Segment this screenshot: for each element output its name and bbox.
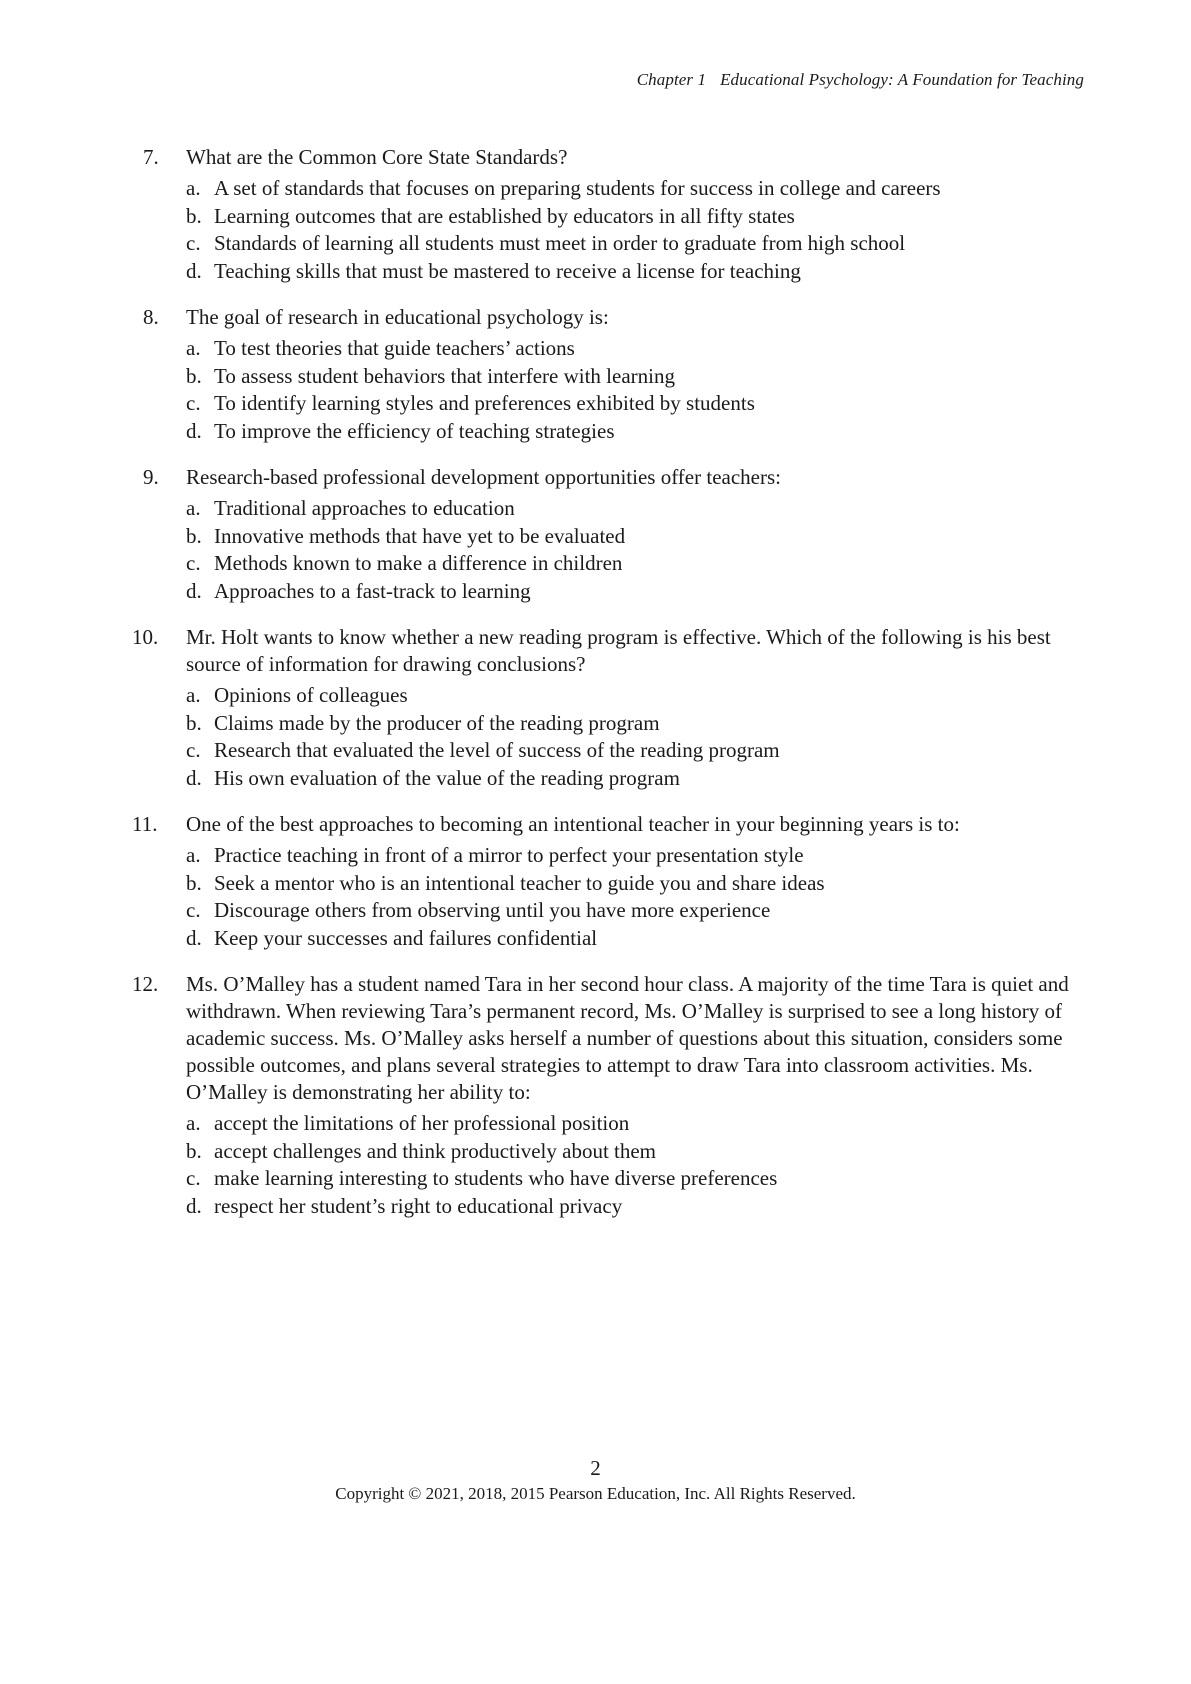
option-letter: a. [186,843,201,867]
question-text: The goal of research in educational psychology is: [186,305,609,329]
option-d [186,258,1089,286]
option-letter: c. [186,898,201,922]
option-a [186,175,1089,203]
option-letter: d. [186,925,202,950]
question-7 [143,144,1089,285]
question-list [132,144,1089,1220]
option-text: To identify learning styles and preferences exhibited by students [214,391,755,415]
question-11 [132,811,1089,952]
question-8 [143,304,1089,445]
option-letter: d. [186,1193,202,1218]
running-header [637,70,1084,90]
option-text: accept the limitations of her professional position [214,1111,630,1135]
option-text: Methods known to make a difference in children [214,551,623,575]
option-letter: d. [186,765,202,790]
option-letter: a. [186,496,201,520]
question-number: 8. [143,305,159,329]
option-text: His own evaluation of the value of the reading program [214,765,680,790]
option-text: Innovative methods that have yet to be evaluated [214,523,626,548]
option-a [186,682,1089,710]
header-title: Educational Psychology: A Foundation for Teaching [720,70,1084,89]
option-text: make learning interesting to students who have diverse preferences [214,1166,778,1190]
option-text: Learning outcomes that are established by educators in all fifty states [214,203,795,228]
option-text: Practice teaching in front of a mirror to perfect your presentation style [214,843,804,867]
option-text: respect her student’s right to educational privacy [214,1193,623,1218]
option-letter: b. [186,203,202,228]
question-text: What are the Common Core State Standards? [186,145,568,169]
question-number: 10. [132,625,159,649]
question-12 [132,971,1089,1220]
option-text: To assess student behaviors that interfere with learning [214,363,675,388]
option-d [186,1193,1089,1221]
option-letter: a. [186,336,201,360]
option-text: Keep your successes and failures confidential [214,925,598,950]
option-letter: c. [186,551,201,575]
option-c [186,897,1089,925]
option-letter: b. [186,523,202,548]
option-letter: b. [186,870,202,895]
option-a [186,842,1089,870]
question-number: 12. [132,972,159,996]
option-letter: c. [186,231,201,255]
question-text: Mr. Holt wants to know whether a new reading program is effective. Which of the following is his best source of information for drawing conclusions? [186,625,1051,676]
option-c [186,550,1089,578]
option-list [186,682,1089,792]
option-letter: a. [186,683,201,707]
option-letter: b. [186,363,202,388]
option-letter: c. [186,391,201,415]
option-d [186,418,1089,446]
question-number: 11. [132,812,158,836]
option-letter: b. [186,710,202,735]
question-number: 7. [143,145,159,169]
question-text: One of the best approaches to becoming an intentional teacher in your beginning years is to: [186,812,960,836]
option-letter: a. [186,176,201,200]
option-letter: d. [186,418,202,443]
option-list [186,1110,1089,1220]
option-text: Claims made by the producer of the reading program [214,710,660,735]
copyright-notice: Copyright © 2021, 2018, 2015 Pearson Education, Inc. All Rights Reserved. [335,1484,856,1503]
option-a [186,1110,1089,1138]
option-letter: c. [186,1166,201,1190]
question-number: 9. [143,465,159,489]
option-c [186,1165,1089,1193]
option-b [186,363,1089,391]
option-letter: b. [186,1138,202,1163]
option-letter: d. [186,578,202,603]
option-c [186,390,1089,418]
option-text: Teaching skills that must be mastered to receive a license for teaching [214,258,801,283]
option-b [186,870,1089,898]
question-text: Research-based professional development opportunities offer teachers: [186,465,781,489]
option-d [186,578,1089,606]
option-list [186,335,1089,445]
page-number: 2 [590,1456,601,1480]
option-letter: c. [186,738,201,762]
option-text: Approaches to a fast-track to learning [214,578,531,603]
option-c [186,230,1089,258]
option-text: Seek a mentor who is an intentional teacher to guide you and share ideas [214,870,825,895]
option-text: Traditional approaches to education [214,496,515,520]
option-b [186,203,1089,231]
option-b [186,710,1089,738]
question-text: Ms. O’Malley has a student named Tara in her second hour class. A majority of the time Tara is quiet and withdrawn. When reviewing Tara’s permanent record, Ms. O’Malley is surprised to see a long history of academic success. Ms. O’Malley asks herself a number of questions about this situation, considers some possible outcomes, and plans several strategies to attempt to draw Tara into classroom activities. Ms. O’Malley is demonstrating her ability to: [186,972,1069,1104]
option-c [186,737,1089,765]
option-text: Research that evaluated the level of success of the reading program [214,738,780,762]
question-9 [143,464,1089,605]
option-letter: d. [186,258,202,283]
option-a [186,335,1089,363]
option-text: Opinions of colleagues [214,683,408,707]
option-a [186,495,1089,523]
option-text: accept challenges and think productively about them [214,1138,657,1163]
option-list [186,175,1089,285]
option-b [186,523,1089,551]
header-chapter: Chapter 1 [636,70,707,89]
option-b [186,1138,1089,1166]
question-10 [132,624,1089,792]
option-list [186,495,1089,605]
option-list [186,842,1089,952]
option-d [186,925,1089,953]
option-d [186,765,1089,793]
option-text: To improve the efficiency of teaching strategies [214,418,615,443]
option-text: To test theories that guide teachers’ actions [214,336,575,360]
option-text: Discourage others from observing until you have more experience [214,898,771,922]
option-text: Standards of learning all students must meet in order to graduate from high school [214,231,906,255]
option-letter: a. [186,1111,201,1135]
option-text: A set of standards that focuses on preparing students for success in college and careers [214,176,941,200]
